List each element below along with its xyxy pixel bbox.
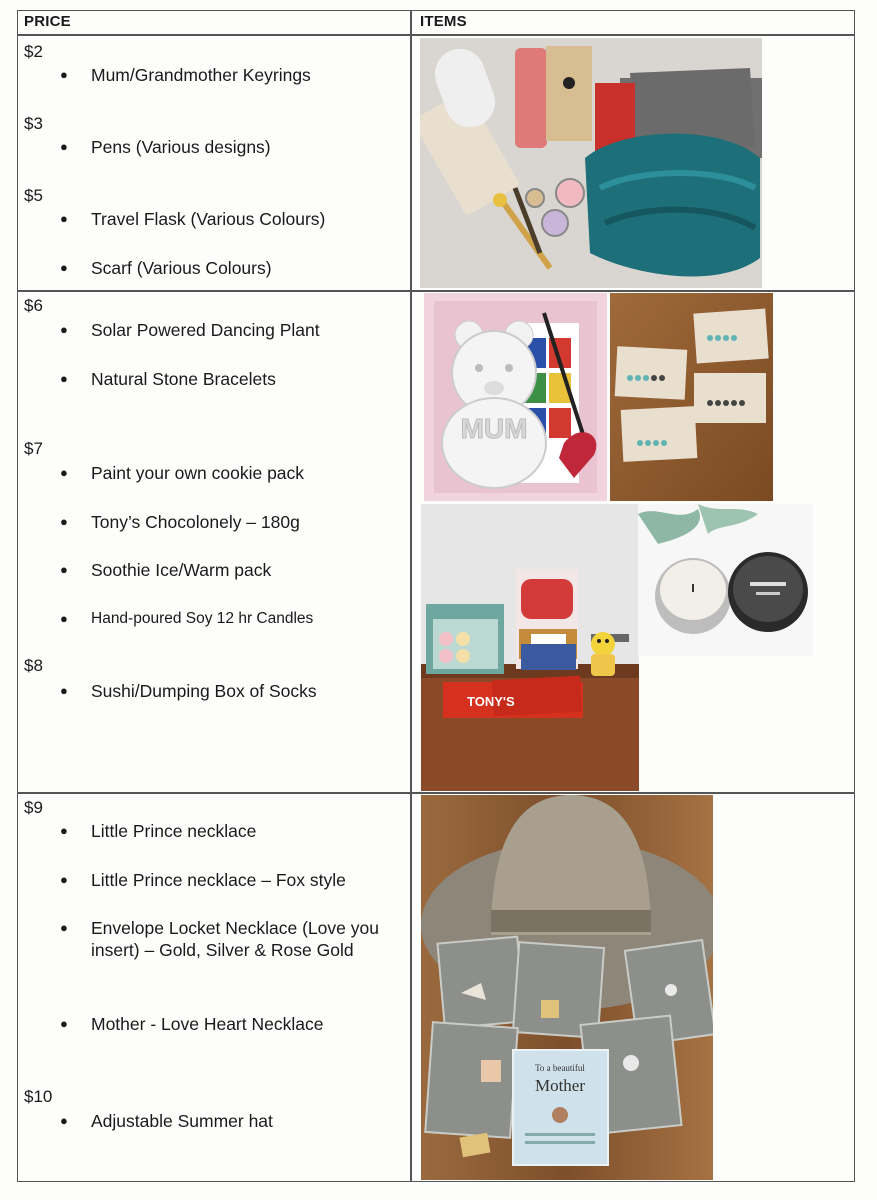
price-column-header: PRICE [24,13,71,30]
photo-stone-bracelets [610,293,773,501]
price-label: $8 [24,656,43,675]
price-label: $6 [24,296,43,315]
column-divider [410,10,412,1182]
cookie-word: MUM [460,413,528,444]
photo-cookie-pack [424,293,607,501]
chocolate-wrapper-label: TONY'S [467,694,515,709]
section-divider-1 [17,290,855,292]
section-divider-2 [17,792,855,794]
price-label: $5 [24,186,43,205]
photo-hat-necklaces [421,795,713,1180]
photo-keyrings-pens-flask-scarf [420,38,762,288]
mother-card-title: Mother [534,1076,586,1095]
price-label: $3 [24,114,43,133]
photo-soy-candles [638,504,813,656]
price-label: $7 [24,439,43,458]
mother-card-tagline: To a beautiful [535,1063,585,1073]
photo-chocolate-socks-plant [421,504,639,791]
price-list-page: PRICE ITEMS $2 ● Mum/Grandmother Keyrings $3 ● Pens (Various designs) $5 ● Travel Flask (Various Colours) ● Scarf (Various Colours) $6 ● Solar Powered Dancing Plant ● Natural Stone Bracelets $7 ● Paint your own cookie pack ● Tony’s Chocolonely – 180g ● Soothie Ice/Warm pack ● Hand-poured Soy 12 hr Candles $8 ● Sushi/Dumping Box of Socks $9 ● Little Prince necklace ● Little Prince necklace – Fox style ● Envelope Locket Necklace (Love you insert) – Gold, Silver & Rose Gold ● Mother - Love Heart Necklace $10 ● Adjustable Summer hat MUM TONY'S To a beautiful Mother [0,0,877,1200]
header-divider [17,34,855,36]
price-label: $2 [24,42,43,61]
price-label: $9 [24,798,43,817]
items-column-header: ITEMS [420,13,467,30]
price-label: $10 [24,1087,53,1106]
